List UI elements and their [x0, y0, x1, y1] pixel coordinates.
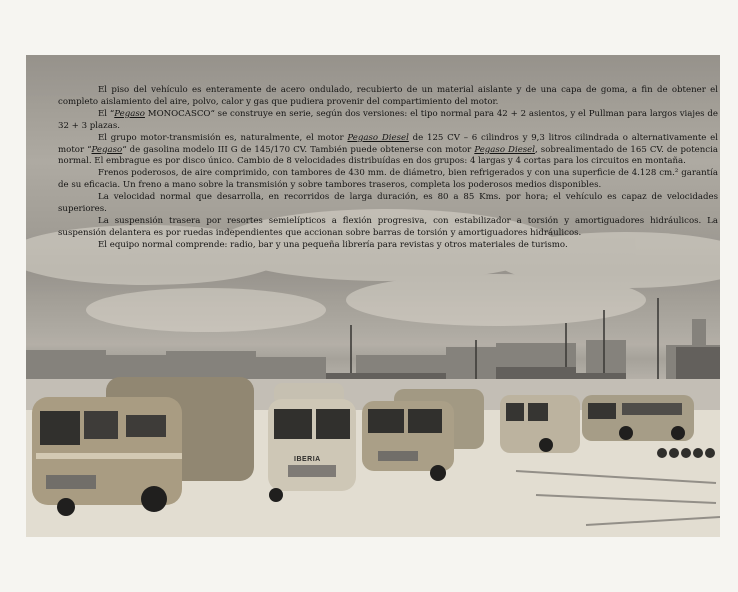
bus-4	[500, 395, 580, 453]
paragraph: El equipo normal comprende: radio, bar y una pequeña librería para revistas y otros materiales de turismo.	[98, 239, 568, 250]
brand-name: Pegaso Diesel	[474, 144, 536, 155]
paragraph: La suspensión trasera por resortes semielípticos a flexión progresiva, con estabilizador a torsión y amortiguadores hidráulicos. La suspensión delantera es por ruedas independientes que accionan sobre barras de torsión y amortiguadores hidráulicos.	[58, 215, 718, 238]
paragraph: El “Pegaso MONOCASCO“ se construye en serie, según dos versiones: el tipo normal para 42 + 2 asientos, y el Pullman para largos viajes de 32 + 3 plazas.	[58, 108, 718, 131]
bus-5	[582, 395, 694, 441]
paragraph: El grupo motor-transmisión es, naturalmente, el motor Pegaso Diesel de 125 CV – 6 cilindros y 9,3 litros cilindrada o alternativamente el motor “Pegaso“ de gasolina modelo III G de 145/170 CV. También puede obtenerse con motor Pegaso Diesel, sobrealimentado de 165 CV. de potencia normal. El embrague es por disco único. Cambio de 8 velocidades distribuídas en dos grupos: 4 largas y 4 cortas para los circuitos en montaña.	[58, 132, 718, 167]
brand-name: Pegaso	[114, 108, 145, 119]
paragraph: La velocidad normal que desarrolla, en recorridos de larga duración, es 80 a 85 Kms. por hora; el vehículo es capaz de velocidades superiores.	[58, 192, 718, 215]
bus-2	[268, 383, 356, 502]
bus-destination-sign: IBERIA	[294, 456, 321, 463]
paragraph: El piso del vehículo es enteramente de acero ondulado, recubierto de un material aislante y de una capa de goma, a fin de obtener el completo aislamiento del aire, polvo, calor y gas que pudiera provenir del compartimiento del motor.	[58, 85, 718, 107]
brand-name: Pegaso Diesel	[347, 132, 409, 143]
bus-fleet-photo	[26, 55, 720, 537]
document-text	[58, 85, 718, 252]
paragraph: Frenos poderosos, de aire comprimido, con tambores de 430 mm. de diámetro, bien refrigerados y con una superficie de 4.128 cm.² garantía de su eficacia. Un freno a mano sobre la transmisión y sobre tambores traseros, completa los poderosos medios disponibles.	[58, 168, 718, 191]
brand-name: Pegaso	[91, 144, 123, 155]
